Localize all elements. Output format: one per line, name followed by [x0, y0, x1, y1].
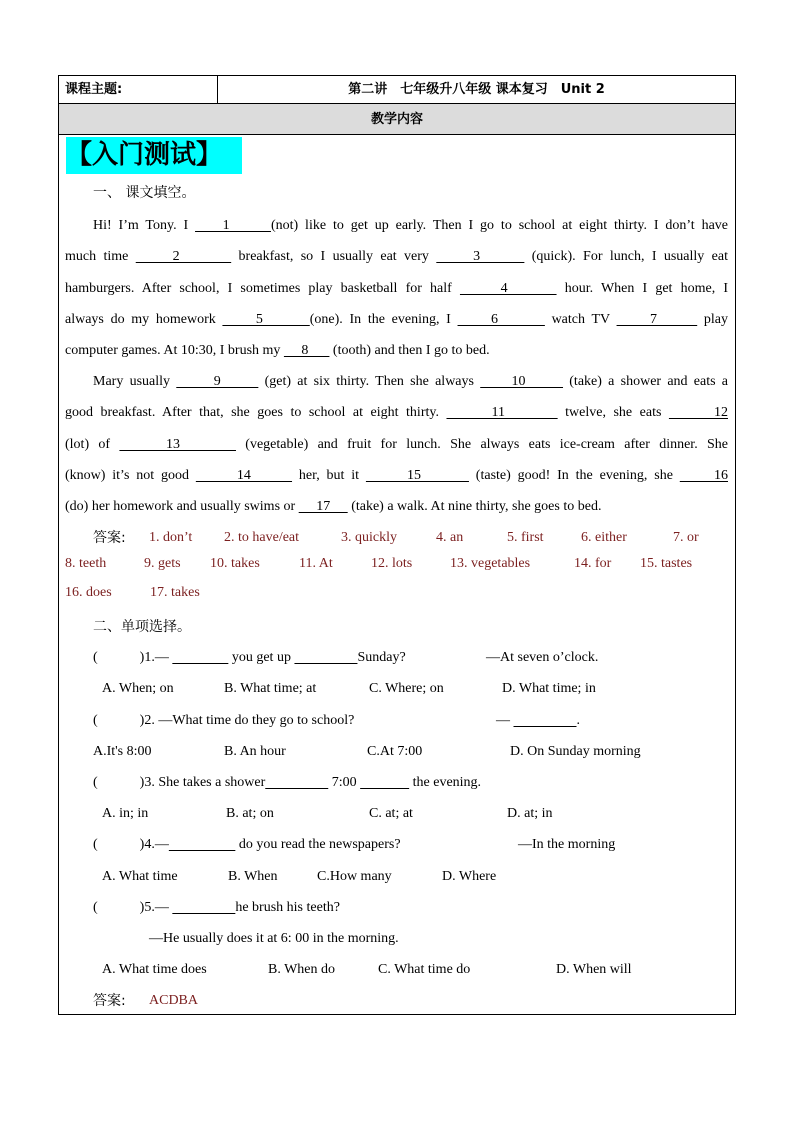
option: A. When; on	[102, 681, 174, 696]
entry-test-tag: 【入门测试】	[66, 137, 242, 174]
passage-line	[65, 248, 728, 266]
option: D. Where	[442, 869, 497, 884]
answer-item: 17. takes	[150, 585, 200, 600]
passage-text: Hi! I’m Tony. I	[93, 218, 196, 233]
answer-item: 16. does	[65, 585, 112, 600]
option: D. What time; in	[502, 681, 596, 696]
passage-line	[65, 436, 728, 454]
blank: 17	[298, 499, 348, 514]
option: A.It's 8:00	[93, 744, 152, 759]
passage-text: hour. When I get home, I	[556, 281, 728, 296]
passage-line	[65, 311, 728, 329]
passage-text: (quick). For lunch, I usually eat	[524, 249, 728, 264]
question-1-response: —At seven o’clock.	[486, 650, 599, 665]
passage-line	[65, 467, 728, 485]
answer-item: 9. gets	[144, 556, 181, 571]
option: D. When will	[556, 962, 632, 977]
question-4: ( )4.— do you read the newspapers?	[93, 837, 401, 852]
blank: 6	[457, 312, 545, 327]
passage-text: always do my homework	[65, 312, 223, 327]
option: B. When	[228, 869, 278, 884]
answer-item: 14. for	[574, 556, 612, 571]
mc-answer-label: 答案:	[93, 993, 126, 1009]
blank: 7	[616, 312, 698, 327]
passage-text: (lot) of	[65, 437, 120, 452]
passage-line	[65, 280, 728, 298]
option: B. What time; at	[224, 681, 317, 696]
option: D. On Sunday morning	[510, 744, 641, 759]
option: A. in; in	[102, 806, 149, 821]
answer-item: 12. lots	[371, 556, 413, 571]
blank: 13	[119, 437, 236, 452]
question-1: ( )1.— you get up Sunday?	[93, 650, 406, 665]
part2-title: 二、单项选择。	[93, 619, 191, 635]
passage-text: much time	[65, 249, 136, 264]
option: C. What time do	[378, 962, 471, 977]
blank: 4	[459, 281, 557, 296]
passage-text: watch TV	[544, 312, 617, 327]
answer-item: 6. either	[581, 530, 627, 545]
blank: 1	[195, 218, 271, 233]
course-label: 课程主题:	[59, 76, 218, 103]
question-4-response: —In the morning	[518, 837, 616, 852]
header-row	[59, 76, 735, 104]
passage-line	[65, 498, 601, 516]
blank: 5	[222, 312, 310, 327]
option: A. What time	[102, 869, 178, 884]
passage-text: her, but it	[292, 468, 366, 483]
blank: 11	[446, 405, 558, 420]
option: C.How many	[317, 869, 392, 884]
answer-item: 3. quickly	[341, 530, 397, 545]
passage-text: good breakfast. After that, she goes to school at eight thirty.	[65, 405, 447, 420]
option: A. What time does	[102, 962, 207, 977]
passage-text: (taste) good! In the evening, she	[468, 468, 680, 483]
blank: 9	[176, 374, 259, 389]
blank: 3	[436, 249, 525, 264]
blank: 15	[365, 468, 469, 483]
mc-answers: ACDBA	[149, 993, 199, 1008]
answer-item: 7. or	[673, 530, 699, 545]
passage-text: computer games. At 10:30, I brush my	[65, 343, 284, 358]
part1-title: 一、 课文填空。	[93, 185, 196, 201]
answer-item: 5. first	[507, 530, 544, 545]
answer-item: 13. vegetables	[450, 556, 531, 571]
answer-item: 8. teeth	[65, 556, 107, 571]
passage-text: breakfast, so I usually eat very	[231, 249, 437, 264]
answer-item: 15. tastes	[640, 556, 693, 571]
answer-label: 答案:	[93, 530, 126, 546]
lecture-title: 第二讲 七年级升八年级 课本复习 Unit 2	[348, 82, 605, 97]
question-3: ( )3. She takes a shower 7:00 the evening.	[93, 775, 482, 790]
passage-text: (do) her homework and usually swims or	[65, 499, 299, 514]
blank: 8	[283, 343, 330, 358]
answer-item: 11. At	[299, 556, 333, 571]
passage-line	[65, 342, 490, 360]
option: C. Where; on	[369, 681, 444, 696]
option: B. An hour	[224, 744, 286, 759]
passage-text: twelve, she eats	[557, 405, 669, 420]
passage-text: (tooth) and then I go to bed.	[329, 343, 490, 358]
blank: 12	[668, 405, 728, 420]
blank: 2	[135, 249, 232, 264]
passage-line	[93, 373, 728, 391]
question-2-response: — .	[496, 713, 580, 728]
passage-text: (get) at six thirty. Then she always	[258, 374, 481, 389]
section-title: 教学内容	[59, 104, 735, 135]
blank: 16	[679, 468, 728, 483]
blank: 14	[195, 468, 293, 483]
passage-line	[65, 404, 728, 422]
passage-text: play	[697, 312, 728, 327]
passage-text: hamburgers. After school, I sometimes play basketball for half	[65, 281, 460, 296]
passage-text: Mary usually	[93, 374, 177, 389]
answer-item: 1. don’t	[149, 530, 193, 545]
option: C.At 7:00	[367, 744, 423, 759]
question-5: ( )5.— he brush his teeth?	[93, 900, 340, 915]
blank: 10	[480, 374, 564, 389]
answer-item: 2. to have/eat	[224, 530, 300, 545]
option: C. at; at	[369, 806, 413, 821]
passage-text: (one). In the evening, I	[309, 312, 458, 327]
question-5-response: —He usually does it at 6: 00 in the morning.	[149, 931, 399, 946]
passage-text: (vegetable) and fruit for lunch. She always eats ice-cream after dinner. She	[235, 437, 728, 452]
option: B. at; on	[226, 806, 274, 821]
option: D. at; in	[507, 806, 553, 821]
option: B. When do	[268, 962, 336, 977]
passage-text: (take) a walk. At nine thirty, she goes to bed.	[347, 499, 602, 514]
passage-text: (not) like to get up early. Then I go to school at eight thirty. I don’t have	[270, 218, 728, 233]
passage-text: (take) a shower and eats a	[563, 374, 728, 389]
passage-text: (know) it’s not good	[65, 468, 196, 483]
passage-line	[93, 217, 728, 235]
answer-item: 4. an	[436, 530, 464, 545]
question-2: ( )2. —What time do they go to school?	[93, 713, 355, 728]
answer-item: 10. takes	[210, 556, 260, 571]
